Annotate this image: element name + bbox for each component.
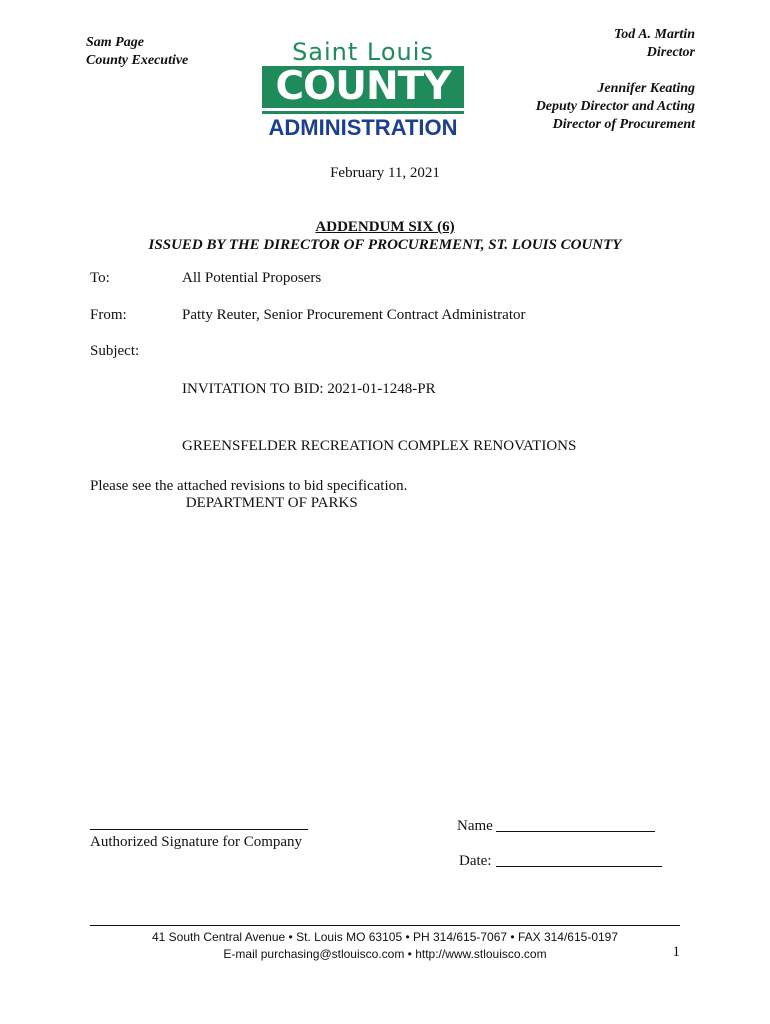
from-label: From: <box>90 307 127 323</box>
subject-line-2: GREENSFELDER RECREATION COMPLEX RENOVATIONS <box>182 438 577 454</box>
footer-address: 41 South Central Avenue • St. Louis MO 63105 • PH 314/615-7067 • FAX 314/615-0197 <box>151 930 619 944</box>
deputy-title-2: Director of Procurement <box>552 117 695 132</box>
subject-line-3: DEPARTMENT OF PARKS <box>182 495 358 511</box>
subject-value <box>182 342 576 532</box>
addendum-number: ADDENDUM SIX (6) <box>315 219 455 235</box>
body-text: Please see the attached revisions to bid specification. <box>90 478 408 494</box>
footer-contact <box>90 929 680 963</box>
deputy-title-1: Deputy Director and Acting <box>535 99 695 114</box>
county-executive-block <box>86 34 188 70</box>
subject-label: Subject: <box>90 343 140 359</box>
name-field[interactable] <box>496 831 655 832</box>
executive-title: County Executive <box>86 53 189 68</box>
page-number: 1 <box>672 944 680 960</box>
to-label: To: <box>90 270 110 286</box>
addendum-title <box>0 218 770 254</box>
footer-divider <box>90 925 680 926</box>
footer-web: E-mail purchasing@stlouisco.com • http://www.stlouisco.com <box>223 947 547 961</box>
county-logo <box>262 40 464 140</box>
director-block <box>536 26 695 134</box>
logo-administration: ADMINISTRATION <box>262 111 464 140</box>
director-title: Director <box>646 45 695 60</box>
name-label: Name <box>457 818 493 834</box>
letter-date: February 11, 2021 <box>330 165 440 181</box>
director-name: Tod A. Martin <box>613 27 695 42</box>
logo-saint-louis: Saint Louis <box>292 38 434 66</box>
logo-county: COUNTY <box>262 66 464 108</box>
subject-line-1: INVITATION TO BID: 2021-01-1248-PR <box>182 381 436 397</box>
date-label: Date: <box>459 853 492 869</box>
deputy-name: Jennifer Keating <box>597 81 695 96</box>
addendum-issuer: ISSUED BY THE DIRECTOR OF PROCUREMENT, ST. LOUIS COUNTY <box>148 237 622 253</box>
from-value: Patty Reuter, Senior Procurement Contract Administrator <box>182 307 526 323</box>
signature-label: Authorized Signature for Company <box>90 834 303 850</box>
date-field[interactable] <box>496 866 662 867</box>
to-value: All Potential Proposers <box>182 270 322 286</box>
executive-name: Sam Page <box>86 35 144 50</box>
signature-line[interactable] <box>90 829 308 830</box>
